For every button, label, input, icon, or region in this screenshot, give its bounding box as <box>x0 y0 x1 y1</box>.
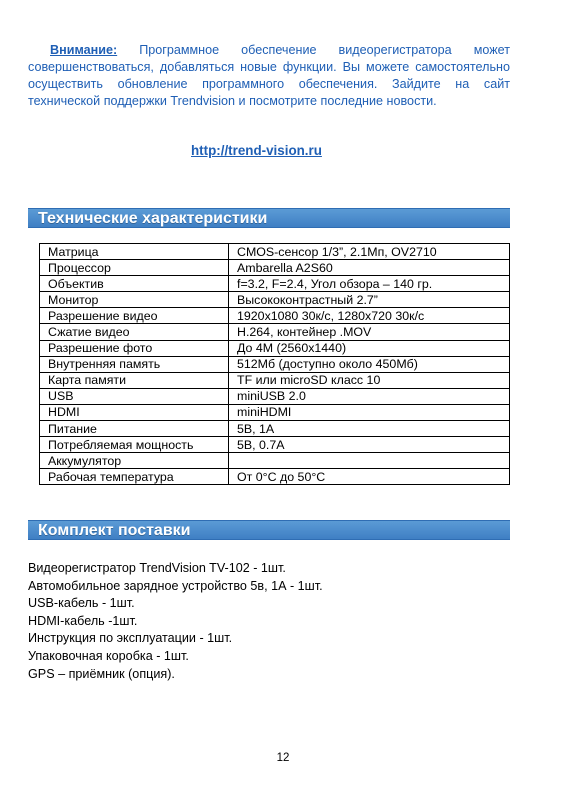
kit-item: USB-кабель - 1шт. <box>28 596 135 611</box>
kit-list <box>28 560 323 683</box>
notice-label: Внимание: <box>50 43 118 57</box>
kit-item: Инструкция по эксплуатации - 1шт. <box>28 631 233 646</box>
spec-row <box>40 292 510 308</box>
page-number: 12 <box>276 752 290 764</box>
spec-value: От 0°С до 50°С <box>229 469 510 485</box>
specs-section-title: Технические характеристики <box>38 210 268 227</box>
spec-value: До 4М (2560x1440) <box>229 340 510 356</box>
spec-key: Питание <box>40 421 229 437</box>
spec-key: Рабочая температура <box>40 469 229 485</box>
spec-row <box>40 324 510 340</box>
spec-row <box>40 388 510 404</box>
spec-value: TF или microSD класс 10 <box>229 372 510 388</box>
spec-value: H.264, контейнер .MOV <box>229 324 510 340</box>
spec-key: HDMI <box>40 404 229 420</box>
specs-table <box>39 243 510 485</box>
spec-key: Монитор <box>40 292 229 308</box>
spec-key: USB <box>40 388 229 404</box>
spec-value: Высококонтрастный 2.7” <box>229 292 510 308</box>
spec-row <box>40 244 510 260</box>
spec-row <box>40 308 510 324</box>
spec-value <box>229 453 510 469</box>
spec-key: Аккумулятор <box>40 453 229 469</box>
spec-key: Разрешение фото <box>40 340 229 356</box>
spec-value: CMOS-сенсор 1/3”, 2.1Мп, OV2710 <box>229 244 510 260</box>
spec-row <box>40 356 510 372</box>
spec-value: Ambarella A2S60 <box>229 260 510 276</box>
spec-value: 512Мб (доступно около 450Мб) <box>229 356 510 372</box>
notice-text: Программное обеспечение видеорегистратора может совершенствоваться, добавляться новые функции. Вы можете самостоятельно осуществить обновление программного обеспечения. Зайдите на сайт технической поддержки Trendvision и посмотрите последние новости. <box>28 43 510 108</box>
spec-row <box>40 340 510 356</box>
spec-row <box>40 404 510 420</box>
spec-row <box>40 437 510 453</box>
spec-value: 5В, 0.7А <box>229 437 510 453</box>
kit-item: Видеорегистратор TrendVision TV-102 - 1шт. <box>28 561 286 575</box>
support-site-link[interactable]: http://trend-vision.ru <box>191 143 322 158</box>
spec-key: Потребляемая мощность <box>40 437 229 453</box>
spec-row <box>40 453 510 469</box>
spec-row <box>40 260 510 276</box>
spec-value: f=3.2, F=2.4, Угол обзора – 140 гр. <box>229 276 510 292</box>
kit-item: HDMI-кабель -1шт. <box>28 613 138 628</box>
specs-section-header <box>28 208 510 228</box>
spec-key: Объектив <box>40 276 229 292</box>
kit-section-header <box>28 520 510 540</box>
kit-section-title: Комплект поставки <box>38 522 191 539</box>
spec-row <box>40 469 510 485</box>
spec-value: 1920x1080 30к/с, 1280x720 30к/с <box>229 308 510 324</box>
spec-row <box>40 276 510 292</box>
spec-key: Карта памяти <box>40 372 229 388</box>
spec-value: 5В, 1А <box>229 421 510 437</box>
spec-key: Сжатие видео <box>40 324 229 340</box>
kit-item: Упаковочная коробка - 1шт. <box>28 648 189 663</box>
spec-key: Внутренняя память <box>40 356 229 372</box>
update-notice <box>28 42 510 110</box>
kit-item: Автомобильное зарядное устройство 5в, 1А - 1шт. <box>28 578 323 593</box>
kit-item: GPS – приёмник (опция). <box>28 666 175 681</box>
spec-row <box>40 372 510 388</box>
spec-value: miniUSB 2.0 <box>229 388 510 404</box>
spec-value: miniHDMI <box>229 404 510 420</box>
spec-row <box>40 421 510 437</box>
spec-key: Матрица <box>40 244 229 260</box>
spec-key: Процессор <box>40 260 229 276</box>
spec-key: Разрешение видео <box>40 308 229 324</box>
